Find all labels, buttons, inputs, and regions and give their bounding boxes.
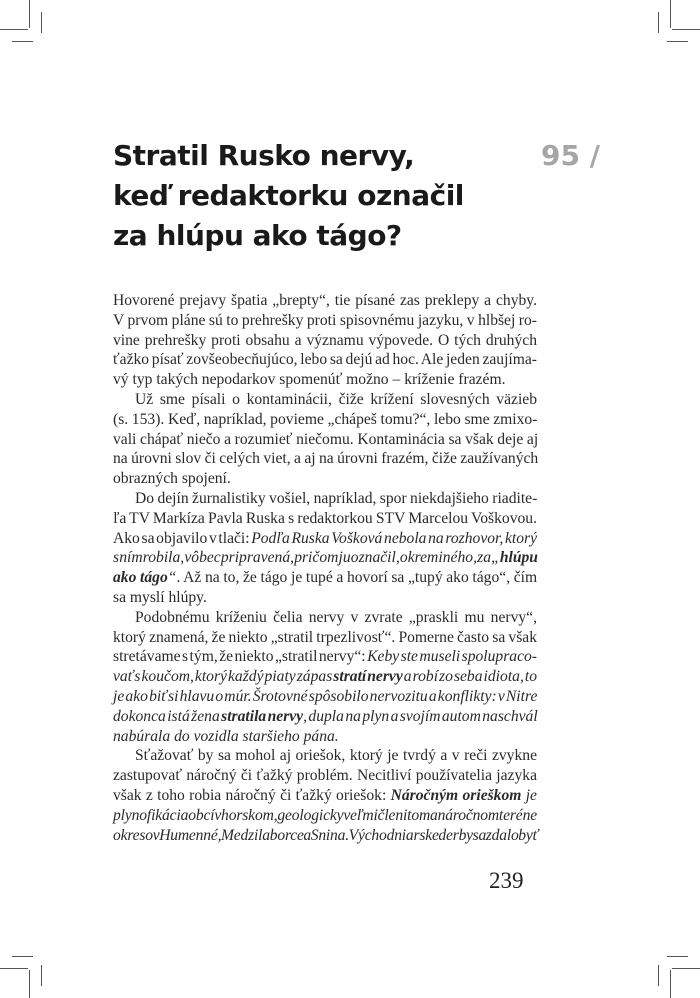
emphasis-run: hlúpu	[499, 549, 538, 567]
text-line	[113, 291, 537, 311]
text-run: Podobnému kríženiu čelia nervy v zvrate „praskli mu nervy“,	[135, 608, 537, 626]
emphasis-run: stratila nervy	[221, 707, 304, 725]
text-line	[113, 410, 537, 430]
crop-mark	[672, 29, 700, 30]
italic-quote-run: “	[167, 569, 177, 587]
italic-quote-run: , dupla na plyn a svojím autom naschvál	[303, 707, 538, 725]
text-line	[113, 727, 537, 747]
chapter-number: 95 /	[541, 139, 600, 172]
italic-quote-run: Podľa Ruska Vošková nebola na rozhovor, ktorý	[251, 529, 537, 547]
text-line	[113, 588, 537, 608]
crop-mark	[658, 965, 659, 986]
title-line: Stratil Rusko nervy,	[113, 139, 415, 172]
text-line	[113, 746, 537, 766]
text-run: Už sme písali o kontaminácii, čiže krížení slovesných väzieb	[135, 390, 537, 408]
text-line	[113, 568, 537, 588]
title-line: za hlúpu ako tágo?	[113, 219, 402, 252]
text-line	[113, 350, 537, 370]
text-run: ktorý znamená, že niekto „stratil trpezlivosť“. Pomerne často sa však	[113, 628, 537, 646]
text-run: vý typ takých nepodarkov spomenúť možno – kríženie frazém.	[113, 371, 506, 389]
text-line	[113, 667, 537, 687]
crop-mark	[672, 968, 700, 969]
text-line	[113, 806, 537, 826]
italic-quote-run: plynofikácia obcí v horskom, geologicky veľmi členitom a náročnom teréne	[113, 806, 537, 824]
italic-quote-run: a robí zo seba idiota, to	[402, 668, 537, 686]
crop-mark	[29, 0, 30, 28]
text-line	[113, 449, 537, 469]
crop-mark	[658, 12, 659, 33]
crop-mark	[29, 970, 30, 998]
crop-mark	[41, 965, 42, 986]
italic-quote-run: s ním robila, vôbec pripravená, pričom ju označil, okrem iného, za „	[113, 549, 500, 567]
text-line	[113, 529, 537, 549]
text-run: vali chápať niečo a rozumieť niečomu. Kontaminácia sa však deje aj	[113, 430, 539, 448]
page-number: 239	[489, 868, 524, 893]
text-line	[113, 628, 537, 648]
text-line	[113, 707, 537, 727]
crop-mark	[667, 956, 688, 957]
text-line	[113, 489, 537, 509]
text-line	[113, 608, 537, 628]
text-line	[113, 766, 537, 786]
text-run: Sťažovať by sa mohol aj oriešok, ktorý je tvrdý a v reči zvykne	[135, 747, 537, 765]
text-line	[113, 647, 537, 667]
text-line	[113, 311, 537, 331]
emphasis-run: ako tágo	[113, 569, 168, 587]
italic-quote-run: nabúrala do vozidla staršieho pána.	[113, 727, 339, 745]
text-line	[113, 548, 537, 568]
body-text	[113, 291, 537, 845]
text-run: . Až na to, že tágo je tupé a hovorí sa „tupý ako tágo“, čím	[176, 569, 538, 587]
italic-quote-run: je ako biť si hlavu o múr. Šrotovné spôsobilo nervozitu a konflikty: v Nitre	[113, 687, 538, 705]
text-run: ťažko písať zovšeobecňujúco, lebo sa dejú ad hoc. Ale jeden zaujíma-	[113, 351, 537, 369]
text-run: však z toho robia náročný či ťažký oriešok:	[113, 786, 391, 804]
text-line	[113, 786, 537, 806]
text-line	[113, 390, 537, 410]
title-line: keď redaktorku označil	[113, 179, 464, 212]
text-run: zastupovať náročný či ťažký problém. Necitliví používatelia jazyka	[113, 767, 537, 785]
text-line	[113, 370, 537, 390]
text-run: na úrovni slov či celých viet, a aj na úrovni frazém, čiže zaužívaných	[113, 450, 539, 468]
italic-quote-run: Keby ste museli spolupraco-	[367, 648, 537, 666]
text-run: sa myslí hlúpy.	[113, 588, 207, 606]
text-run: V prvom pláne sú to prehrešky proti spisovnému jazyku, v hlbšej ro-	[113, 311, 537, 329]
crop-mark	[41, 12, 42, 33]
crop-mark	[670, 970, 671, 998]
text-line	[113, 509, 537, 529]
text-line	[113, 430, 537, 450]
italic-quote-run: okresov Humenné, Medzilaborce a Snina. Východniarske derby sa zdalo byť	[113, 826, 539, 844]
crop-mark	[670, 0, 671, 28]
crop-mark	[12, 956, 33, 957]
emphasis-run: Náročným orieškom	[390, 786, 522, 804]
italic-quote-run: je	[521, 786, 537, 804]
crop-mark	[0, 29, 28, 30]
text-run: vine prehrešky proti obsahu a významu výpovede. O tých druhých	[113, 331, 537, 349]
text-line	[113, 687, 537, 707]
text-run: Hovorené prejavy špatia „brepty“, tie písané zas preklepy a chyby.	[113, 292, 537, 309]
text-run: ľa TV Markíza Pavla Ruska s redaktorkou STV Marcelou Voškovou.	[113, 509, 537, 527]
text-run: Do dejín žurnalistiky vošiel, napríklad, spor niekdajšieho riadite-	[135, 489, 538, 507]
crop-mark	[12, 41, 33, 42]
text-run: obrazných spojení.	[113, 470, 231, 488]
crop-mark	[667, 41, 688, 42]
emphasis-run: stratí nervy	[333, 668, 403, 686]
text-line	[113, 331, 537, 351]
text-run: Ako sa objavilo v tlači:	[113, 529, 252, 547]
text-run: (s. 153). Keď, napríklad, povieme „chápeš tomu?“, lebo sme zmixo-	[113, 410, 538, 428]
italic-quote-run: vať s koučom, ktorý každý piaty zápas	[113, 668, 334, 686]
text-line	[113, 826, 537, 846]
chapter-title	[113, 136, 464, 256]
text-run: stretávame s tým, že niekto „stratil nervy“:	[113, 648, 368, 666]
crop-mark	[0, 968, 28, 969]
italic-quote-run: dokonca istá žena	[113, 707, 222, 725]
text-line	[113, 469, 537, 489]
